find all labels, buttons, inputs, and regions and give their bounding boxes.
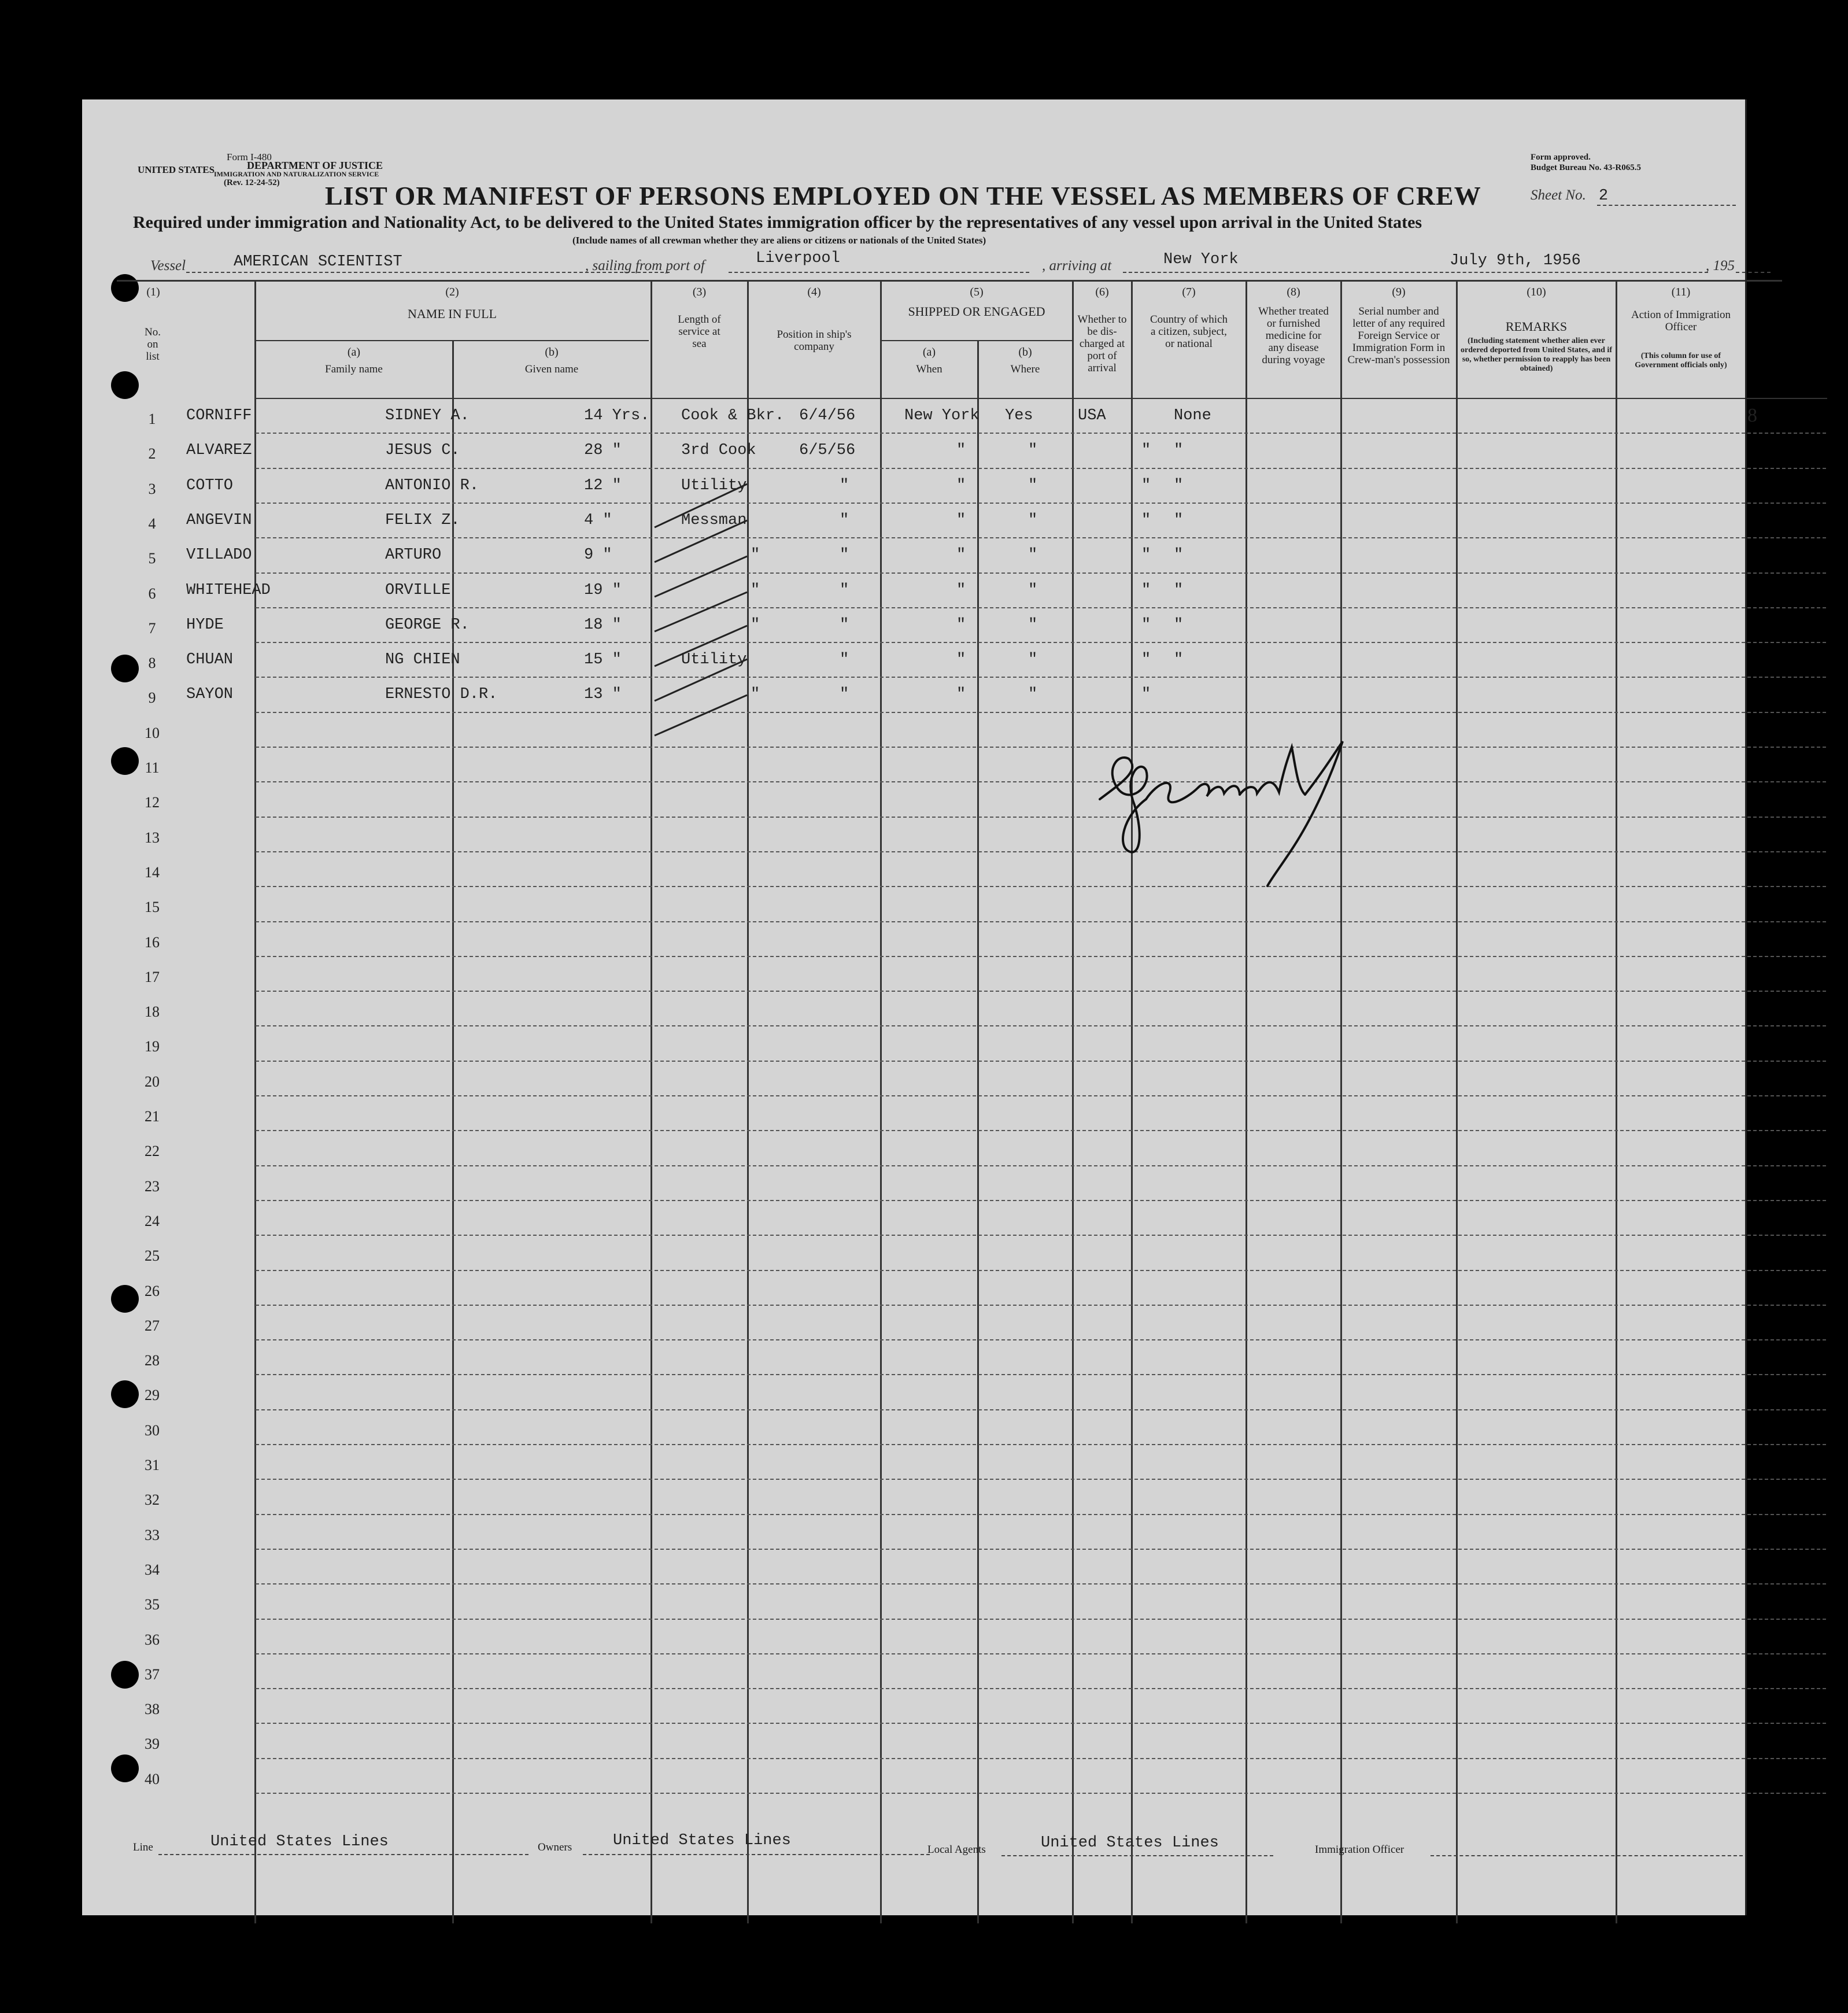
shipped-where-cell: " bbox=[956, 582, 966, 599]
punch-hole bbox=[111, 655, 139, 682]
margin-mark: 8 bbox=[1747, 405, 1757, 426]
discharged-cell: " bbox=[1028, 686, 1038, 703]
row-number: 5 bbox=[148, 550, 156, 567]
manifest-sheet bbox=[82, 99, 1757, 1915]
family-name-cell: CHUAN bbox=[186, 651, 234, 668]
row-number: 19 bbox=[145, 1038, 160, 1055]
row-rule bbox=[256, 1374, 1826, 1375]
row-rule bbox=[256, 817, 1826, 818]
column-divider bbox=[254, 280, 256, 1923]
column-divider bbox=[880, 280, 882, 1923]
col7-number: (7) bbox=[1182, 286, 1196, 298]
shipped-when-cell: 6/4/56 bbox=[799, 407, 856, 424]
row-number: 14 bbox=[145, 864, 160, 881]
col2-heading: NAME IN FULL bbox=[408, 306, 497, 321]
column-divider bbox=[1131, 280, 1133, 1923]
punch-hole bbox=[111, 274, 139, 302]
medicine-cell: " bbox=[1174, 582, 1184, 599]
row-number: 15 bbox=[145, 899, 160, 915]
row-rule bbox=[256, 1619, 1826, 1620]
row-number: 38 bbox=[145, 1701, 160, 1717]
shipped-when-cell: " bbox=[840, 651, 849, 668]
row-rule bbox=[256, 1200, 1826, 1201]
row-rule bbox=[256, 1444, 1826, 1445]
position-cell: " bbox=[751, 686, 760, 703]
row-rule bbox=[256, 921, 1826, 922]
owners-value: United States Lines bbox=[613, 1832, 791, 1849]
sailing-underline bbox=[729, 272, 1029, 273]
agency-line-3: IMMIGRATION AND NATURALIZATION SERVICE bbox=[214, 170, 379, 178]
shipped-when-cell: " bbox=[840, 616, 849, 634]
shipped-subheader-rule bbox=[881, 340, 1072, 341]
sheet-label bbox=[1531, 187, 1608, 205]
medicine-cell: " bbox=[1174, 512, 1184, 529]
position-cell: " bbox=[751, 616, 760, 634]
row-number: 34 bbox=[145, 1561, 160, 1578]
column-divider bbox=[452, 340, 454, 1923]
officer-underline bbox=[1431, 1855, 1743, 1856]
row-number: 24 bbox=[145, 1213, 160, 1229]
discharged-cell: " bbox=[1028, 651, 1038, 668]
row-rule bbox=[256, 468, 1826, 469]
position-cell: 3rd Cook bbox=[681, 442, 756, 459]
family-name-cell: SAYON bbox=[186, 686, 234, 703]
service-cell: 19 " bbox=[584, 582, 622, 599]
row-rule bbox=[256, 781, 1826, 782]
given-name-cell: JESUS C. bbox=[385, 442, 460, 459]
row-rule bbox=[256, 1339, 1826, 1340]
sailing-label: , sailing from port of bbox=[585, 258, 705, 274]
row-rule bbox=[256, 886, 1826, 887]
row-rule bbox=[256, 1235, 1826, 1236]
punch-hole bbox=[111, 747, 139, 775]
row-number: 12 bbox=[145, 794, 160, 811]
row-rule bbox=[256, 956, 1826, 957]
col2b-heading: Given name bbox=[524, 363, 579, 375]
row-rule bbox=[256, 1270, 1826, 1271]
col4-number: (4) bbox=[807, 286, 821, 298]
col2a-letter: (a) bbox=[347, 346, 361, 359]
vessel-name: AMERICAN SCIENTIST bbox=[234, 253, 402, 271]
approval-line-1: Form approved. bbox=[1531, 153, 1591, 162]
medicine-cell: None bbox=[1174, 407, 1211, 424]
row-number: 37 bbox=[145, 1666, 160, 1683]
owners-label: Owners bbox=[538, 1841, 572, 1853]
column-divider bbox=[977, 340, 979, 1923]
row-number: 31 bbox=[145, 1457, 160, 1473]
col5b-letter: (b) bbox=[1018, 346, 1032, 359]
col5-heading: SHIPPED OR ENGAGED bbox=[908, 304, 1045, 319]
service-cell: 12 " bbox=[584, 477, 622, 494]
country-cell: " bbox=[1141, 651, 1151, 668]
service-cell: 18 " bbox=[584, 616, 622, 634]
col2b-letter: (b) bbox=[545, 346, 559, 359]
country-cell: " bbox=[1141, 582, 1151, 599]
row-rule bbox=[256, 503, 1826, 504]
given-name-cell: FELIX Z. bbox=[385, 512, 460, 529]
row-number: 1 bbox=[148, 411, 156, 427]
col9-heading: Serial number and letter of any required Foreign Service or Immigration Form in Crew-man's possession bbox=[1347, 305, 1450, 366]
row-number: 2 bbox=[148, 445, 156, 462]
country-cell: USA bbox=[1078, 407, 1106, 424]
row-rule bbox=[256, 433, 1826, 434]
discharged-cell: " bbox=[1028, 582, 1038, 599]
row-rule bbox=[256, 1583, 1826, 1584]
line-label: Line bbox=[133, 1841, 153, 1853]
service-cell: 4 " bbox=[584, 512, 612, 529]
country-cell: " bbox=[1141, 616, 1151, 634]
service-cell: 15 " bbox=[584, 651, 622, 668]
row-number: 8 bbox=[148, 655, 156, 671]
table-top-rule bbox=[117, 280, 1782, 282]
position-cell: Utility bbox=[681, 651, 747, 668]
approval-line-2: Budget Bureau No. 43-R065.5 bbox=[1531, 163, 1641, 172]
row-rule bbox=[256, 747, 1826, 748]
row-number: 33 bbox=[145, 1527, 160, 1543]
country-cell: " bbox=[1141, 686, 1151, 703]
row-number: 17 bbox=[145, 969, 160, 985]
row-rule bbox=[256, 1409, 1826, 1410]
row-rule bbox=[256, 642, 1826, 643]
country-cell: " bbox=[1141, 546, 1151, 564]
shipped-when-cell: 6/5/56 bbox=[799, 442, 856, 459]
shipped-where-cell: " bbox=[956, 616, 966, 634]
row-number: 6 bbox=[148, 585, 156, 602]
row-rule bbox=[256, 677, 1826, 678]
col10-number: (10) bbox=[1527, 286, 1546, 298]
agents-underline bbox=[1001, 1855, 1273, 1856]
row-rule bbox=[256, 1130, 1826, 1131]
row-number: 28 bbox=[145, 1352, 160, 1369]
col11-number: (11) bbox=[1671, 286, 1691, 298]
service-cell: 14 Yrs. bbox=[584, 407, 650, 424]
medicine-cell: " bbox=[1174, 651, 1184, 668]
col9-number: (9) bbox=[1392, 286, 1406, 298]
family-name-cell: COTTO bbox=[186, 477, 234, 494]
row-number: 26 bbox=[145, 1283, 160, 1299]
row-rule bbox=[256, 572, 1826, 574]
given-name-cell: NG CHIEN bbox=[385, 651, 460, 668]
given-name-cell: ERNESTO D.R. bbox=[385, 686, 498, 703]
row-rule bbox=[256, 1095, 1826, 1096]
given-name-cell: GEORGE R. bbox=[385, 616, 470, 634]
row-number: 40 bbox=[145, 1771, 160, 1787]
punch-hole bbox=[111, 1380, 139, 1408]
vessel-label: Vessel bbox=[150, 258, 186, 274]
shipped-when-cell: " bbox=[840, 546, 849, 564]
given-name-cell: ARTURO bbox=[385, 546, 442, 564]
arrival-port: New York bbox=[1163, 251, 1239, 268]
discharged-cell: " bbox=[1028, 512, 1038, 529]
year-underline bbox=[1736, 272, 1771, 273]
row-number: 20 bbox=[145, 1073, 160, 1090]
medicine-cell: " bbox=[1174, 616, 1184, 634]
row-number: 21 bbox=[145, 1108, 160, 1125]
service-cell: 13 " bbox=[584, 686, 622, 703]
row-rule bbox=[256, 851, 1826, 852]
right-border bbox=[1745, 99, 1747, 1915]
punch-hole bbox=[111, 371, 139, 399]
column-divider bbox=[1616, 280, 1617, 1923]
row-rule bbox=[256, 1061, 1826, 1062]
row-number: 39 bbox=[145, 1735, 160, 1752]
row-number: 3 bbox=[148, 481, 156, 497]
discharged-cell: Yes bbox=[1005, 407, 1033, 424]
family-name-cell: VILLADO bbox=[186, 546, 252, 564]
position-cell: " bbox=[751, 546, 760, 564]
col4-heading: Position in ship's company bbox=[777, 328, 852, 353]
row-number: 25 bbox=[145, 1247, 160, 1264]
punch-hole bbox=[111, 1285, 139, 1313]
discharged-cell: " bbox=[1028, 546, 1038, 564]
service-cell: 28 " bbox=[584, 442, 622, 459]
row-number: 27 bbox=[145, 1317, 160, 1334]
row-rule bbox=[256, 607, 1826, 608]
row-number: 18 bbox=[145, 1003, 160, 1020]
row-rule bbox=[256, 712, 1826, 713]
shipped-when-cell: " bbox=[840, 582, 849, 599]
sheet-number: 2 bbox=[1598, 187, 1609, 205]
family-name-cell: HYDE bbox=[186, 616, 224, 634]
shipped-where-cell: " bbox=[956, 546, 966, 564]
col10-heading: REMARKS bbox=[1505, 319, 1568, 334]
row-number: 10 bbox=[145, 725, 160, 741]
medicine-cell: " bbox=[1174, 442, 1184, 459]
row-number: 32 bbox=[145, 1491, 160, 1508]
shipped-where-cell: " bbox=[956, 477, 966, 494]
shipped-when-cell: " bbox=[840, 686, 849, 703]
position-cell: Messman bbox=[681, 512, 747, 529]
col6-number: (6) bbox=[1095, 286, 1109, 298]
sailing-port: Liverpool bbox=[756, 250, 840, 267]
punch-hole bbox=[111, 1755, 139, 1782]
row-rule bbox=[256, 1688, 1826, 1689]
position-cell: Cook & Bkr. bbox=[681, 407, 785, 424]
service-strike-marks bbox=[649, 389, 764, 793]
col8-number: (8) bbox=[1287, 286, 1300, 298]
col3-number: (3) bbox=[692, 286, 707, 298]
country-cell: " bbox=[1141, 512, 1151, 529]
col3-heading: Length of service at sea bbox=[678, 313, 721, 350]
row-rule bbox=[256, 537, 1826, 538]
row-number: 4 bbox=[148, 515, 156, 532]
agency-line-2: DEPARTMENT OF JUSTICE bbox=[247, 160, 383, 171]
form-note: (Include names of all crewman whether they are aliens or citizens or nationals of the United States) bbox=[572, 235, 986, 246]
row-number: 16 bbox=[145, 934, 160, 951]
service-cell: 9 " bbox=[584, 546, 612, 564]
year-suffix: , 195 bbox=[1706, 258, 1735, 274]
country-cell: " bbox=[1141, 442, 1151, 459]
position-cell: Utility bbox=[681, 477, 747, 494]
arriving-underline bbox=[1123, 272, 1708, 273]
row-number: 29 bbox=[145, 1387, 160, 1403]
row-number: 23 bbox=[145, 1178, 160, 1195]
family-name-cell: ALVAREZ bbox=[186, 442, 252, 459]
line-underline bbox=[158, 1854, 528, 1855]
col10-subheading: (Including statement whether alien ever ordered deported from United States, and if so, whether permission to reapply has been obtained) bbox=[1461, 337, 1612, 373]
shipped-when-cell: " bbox=[840, 477, 849, 494]
medicine-cell: " bbox=[1174, 546, 1184, 564]
col11-heading: Action of Immigration Officer bbox=[1631, 309, 1731, 333]
col5-number: (5) bbox=[970, 286, 984, 298]
col5b-heading: Where bbox=[1010, 363, 1040, 375]
col7-heading: Country of which a citizen, subject, or national bbox=[1150, 313, 1228, 350]
row-number: 22 bbox=[145, 1143, 160, 1159]
shipped-where-cell: " bbox=[956, 512, 966, 529]
col2-number: (2) bbox=[445, 286, 459, 298]
col5a-heading: When bbox=[916, 363, 943, 375]
sheet-underline bbox=[1597, 205, 1736, 206]
line-value: United States Lines bbox=[210, 1833, 389, 1851]
shipped-where-cell: " bbox=[956, 442, 966, 459]
row-rule bbox=[256, 1723, 1826, 1724]
row-rule bbox=[256, 1793, 1826, 1794]
officer-signature bbox=[1088, 701, 1360, 921]
row-number: 9 bbox=[148, 689, 156, 706]
shipped-where-cell: " bbox=[956, 686, 966, 703]
row-rule bbox=[256, 1305, 1826, 1306]
family-name-cell: CORNIFF bbox=[186, 407, 252, 424]
col1-number: (1) bbox=[146, 286, 160, 298]
medicine-cell: " bbox=[1174, 477, 1184, 494]
col1-heading: No. on list bbox=[145, 326, 161, 363]
form-revision: (Rev. 12-24-52) bbox=[224, 178, 280, 187]
shipped-when-cell: " bbox=[840, 512, 849, 529]
row-number: 11 bbox=[145, 759, 160, 776]
arriving-label: , arriving at bbox=[1042, 258, 1112, 274]
form-title: LIST OR MANIFEST OF PERSONS EMPLOYED ON THE VESSEL AS MEMBERS OF CREW bbox=[325, 181, 1481, 210]
col11-subheading: (This column for use of Government officials only) bbox=[1635, 352, 1727, 370]
form-number: Form I-480 bbox=[227, 152, 272, 162]
discharged-cell: " bbox=[1028, 616, 1038, 634]
discharged-cell: " bbox=[1028, 477, 1038, 494]
row-number: 30 bbox=[145, 1422, 160, 1439]
row-number: 35 bbox=[145, 1596, 160, 1613]
owners-underline bbox=[583, 1854, 930, 1855]
officer-label: Immigration Officer bbox=[1315, 1844, 1405, 1856]
punch-hole bbox=[111, 1661, 139, 1689]
row-number: 36 bbox=[145, 1631, 160, 1648]
country-cell: " bbox=[1141, 477, 1151, 494]
row-number: 13 bbox=[145, 829, 160, 846]
given-name-cell: ANTONIO R. bbox=[385, 477, 479, 494]
sheet-label-text: Sheet No. bbox=[1531, 187, 1586, 203]
family-name-cell: ANGEVIN bbox=[186, 512, 252, 529]
row-rule bbox=[256, 991, 1826, 992]
column-divider bbox=[1456, 280, 1458, 1923]
family-name-cell: WHITEHEAD bbox=[186, 582, 271, 599]
given-name-cell: ORVILLE bbox=[385, 582, 451, 599]
col2a-heading: Family name bbox=[325, 363, 383, 375]
row-rule bbox=[256, 1025, 1826, 1026]
col5a-letter: (a) bbox=[922, 346, 936, 359]
row-rule bbox=[256, 1514, 1826, 1515]
arrival-date: July 9th, 1956 bbox=[1450, 252, 1581, 269]
row-number: 7 bbox=[148, 620, 156, 637]
column-divider bbox=[1072, 280, 1074, 1923]
discharged-cell: " bbox=[1028, 442, 1038, 459]
form-subtitle: Required under immigration and Nationality Act, to be delivered to the United States immigration officer by the representatives of any vessel upon arrival in the United States bbox=[133, 213, 1422, 232]
col6-heading: Whether to be dis-charged at port of arrival bbox=[1077, 313, 1127, 374]
given-name-cell: SIDNEY A. bbox=[385, 407, 470, 424]
position-cell: " bbox=[751, 582, 760, 599]
row-rule bbox=[256, 1479, 1826, 1480]
col8-heading: Whether treated or furnished medicine for any disease during voyage bbox=[1258, 305, 1329, 366]
shipped-where-cell: " bbox=[956, 651, 966, 668]
row-rule bbox=[256, 1165, 1826, 1166]
row-rule bbox=[256, 1758, 1826, 1759]
row-rule bbox=[256, 1549, 1826, 1550]
agency-line-1: UNITED STATES bbox=[138, 164, 215, 175]
agents-label: Local Agents bbox=[927, 1844, 986, 1856]
row-rule bbox=[256, 1653, 1826, 1654]
agents-value: United States Lines bbox=[1041, 1834, 1219, 1852]
shipped-where-cell: New York bbox=[904, 407, 980, 424]
column-divider bbox=[1245, 280, 1247, 1923]
column-divider bbox=[1340, 280, 1342, 1923]
header-bottom-rule bbox=[256, 398, 1827, 399]
